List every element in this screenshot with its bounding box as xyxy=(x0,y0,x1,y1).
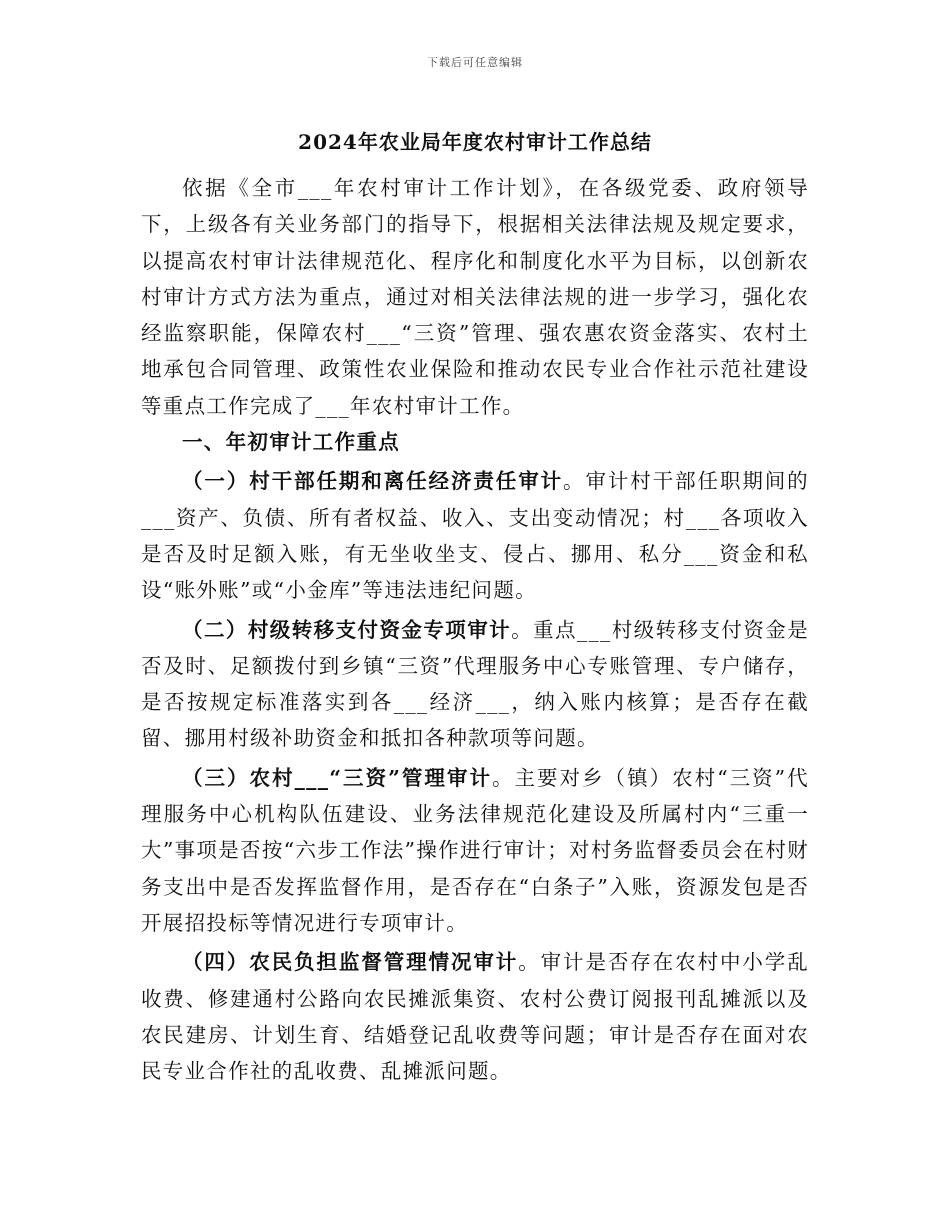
section-body-2: 。重点___村级转移支付资金是否及时、足额拨付到乡镇“三资”代理服务中心专账管理、专户储存，是否按规定标准落实到各___经济___，纳入账内核算；是否存在截留、挪用村级补助资金和抵扣各种款项等问题。 xyxy=(141,617,810,751)
section-lead-3: （三）农村___“三资”管理审计 xyxy=(182,765,492,790)
intro-paragraph: 依据《全市___年农村审计工作计划》，在各级党委、政府领导下，上级各有关业务部门的指导下，根据相关法律法规及规定要求，以提高农村审计法律规范化、程序化和制度化水平为目标，以创新农村审计方式方法为重点，通过对相关法律法规的进一步学习，强化农经监察职能，保障农村___“三资”管理、强农惠农资金落实、农村土地承包合同管理、政策性农业保险和推动农民专业合作社示范社建设等重点工作完成了___年农村审计工作。 xyxy=(141,176,809,418)
section-paragraph-1 xyxy=(141,463,809,608)
section-body-3: 。主要对乡（镇）农村“三资”代理服务中心机构队伍建设、业务法律规范化建设及所属村内“三重一大”事项是否按“六步工作法”操作进行审计；对村务监督委员会在村财务支出中是否发挥监督作用，是否存在“白条子”入账，资源发包是否开展招投标等情况进行专项审计。 xyxy=(141,765,809,935)
section-paragraph-3 xyxy=(141,760,809,941)
document-title: 2024年农业局年度农村审计工作总结 xyxy=(298,130,652,154)
page-header: 下载后可任意编辑 xyxy=(427,56,523,69)
section-body-4: 。审计是否存在农村中小学乱收费、修建通村公路向农民摊派集资、农村公费订阅报刊乱摊派以及农民建房、计划生育、结婚登记乱收费等问题；审计是否存在面对农民专业合作社的乱收费、乱摊派问题。 xyxy=(141,950,809,1084)
section-body-1: 。审计村干部任职期间的___资产、负债、所有者权益、收入、支出变动情况；村___各项收入是否及时足额入账，有无坐收坐支、侵占、挪用、私分___资金和私设“账外账”或“小金库”等违法违纪问题。 xyxy=(141,469,809,603)
section-lead-2: （二）村级转移支付资金专项审计 xyxy=(182,617,512,642)
section-paragraph-4 xyxy=(141,944,809,1089)
section-lead-1: （一）村干部任期和离任经济责任审计 xyxy=(182,469,564,494)
section-paragraph-2 xyxy=(141,612,809,757)
section-heading: 一、年初审计工作重点 xyxy=(182,430,400,455)
section-lead-4: （四）农民负担监督管理情况审计 xyxy=(182,950,519,975)
document-body xyxy=(141,170,809,1089)
